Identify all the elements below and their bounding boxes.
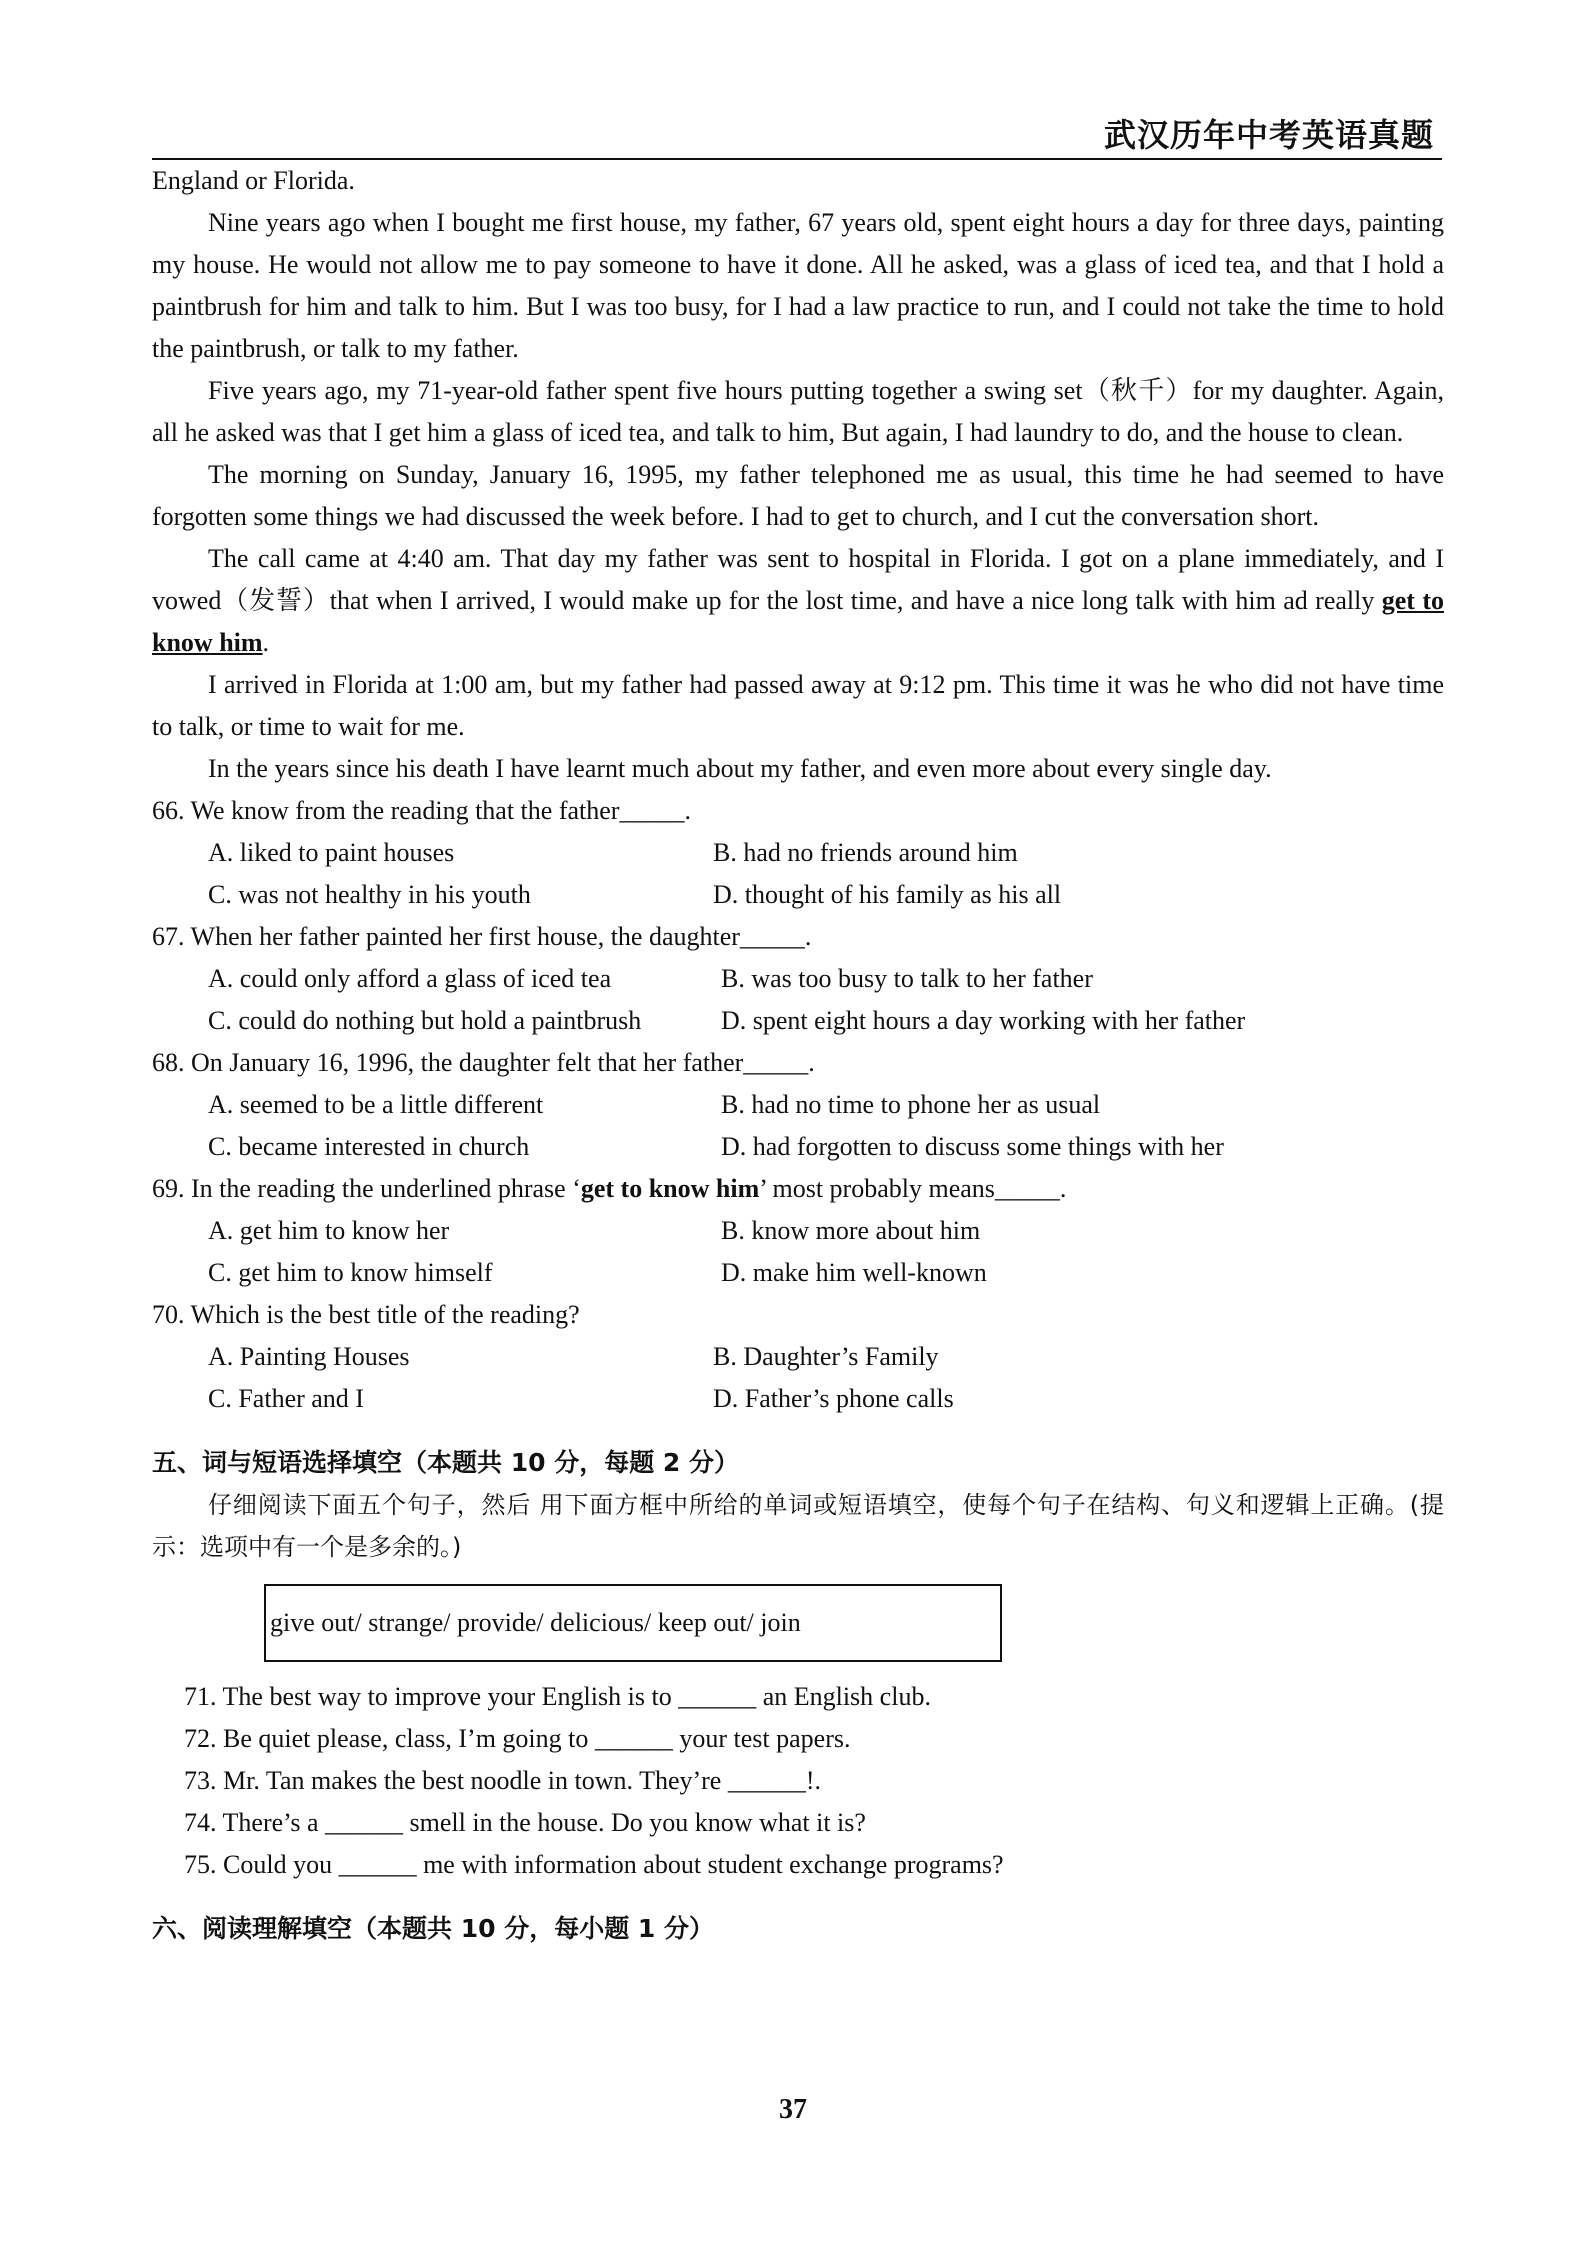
option-b: B. was too busy to talk to her father: [721, 964, 1093, 993]
spacer: [152, 1420, 1444, 1442]
passage-paragraph: [152, 538, 1444, 664]
option-row: [152, 1084, 1444, 1126]
option-row: [152, 1378, 1444, 1420]
option-b: B. know more about him: [721, 1216, 981, 1245]
option-c: C. Father and I: [208, 1384, 364, 1413]
option-row: [152, 958, 1444, 1000]
passage-paragraph: England or Florida.: [152, 166, 355, 195]
section-instruction: 仔细阅读下面五个句子，然后 用下面方框中所给的单词或短语填空，使每个句子在结构、句义和逻辑上正确。(提示：选项中有一个是多余的。): [152, 1491, 1444, 1561]
page-header: [152, 110, 1442, 160]
option-a: A. get him to know her: [208, 1216, 450, 1245]
question-stem: [152, 1168, 1444, 1210]
option-d: D. make him well-known: [721, 1258, 987, 1287]
option-b: B. had no time to phone her as usual: [721, 1090, 1101, 1119]
passage-paragraph: Five years ago, my 71-year-old father spent five hours putting together a swing set（秋千）for my daughter. Again, all he asked was that I get him a glass of iced tea, and talk to him, But again, I had laundry to do, and the house to clean.: [152, 376, 1444, 447]
option-d: D. had forgotten to discuss some things with her: [721, 1132, 1224, 1161]
underlined-phrase: get to know him: [152, 586, 1444, 657]
question-stem: 70. Which is the best title of the reading?: [152, 1300, 580, 1329]
option-row: [152, 1000, 1444, 1042]
question-text: ’ most probably means_____.: [759, 1174, 1067, 1203]
option-b: B. had no friends around him: [713, 838, 1018, 867]
option-c: C. was not healthy in his youth: [208, 880, 531, 909]
option-a: A. liked to paint houses: [208, 838, 455, 867]
fill-item: 72. Be quiet please, class, I’m going to ______ your test papers.: [184, 1724, 851, 1753]
option-b: B. Daughter’s Family: [713, 1342, 939, 1371]
spacer: [152, 1886, 1444, 1908]
option-row: [152, 1252, 1444, 1294]
page-content: [152, 160, 1444, 1950]
passage-text: .: [262, 628, 270, 657]
question-stem: 66. We know from the reading that the father_____.: [152, 796, 691, 825]
fill-item: 71. The best way to improve your English is to ______ an English club.: [184, 1682, 931, 1711]
bold-phrase: get to know him: [580, 1174, 760, 1203]
page-number: 37: [779, 2094, 807, 2125]
option-c: C. get him to know himself: [208, 1258, 493, 1287]
header-title: 武汉历年中考英语真题: [1103, 116, 1434, 154]
option-row: [152, 1210, 1444, 1252]
question-text: 69. In the reading the underlined phrase ‘: [152, 1174, 581, 1203]
passage-paragraph: I arrived in Florida at 1:00 am, but my father had passed away at 9:12 pm. This time it was he who did not have time to talk, or time to wait for me.: [152, 670, 1444, 741]
passage-paragraph: Nine years ago when I bought me first house, my father, 67 years old, spent eight hours a day for three days, painting my house. He would not allow me to pay someone to have it done. All he asked, was a glass of iced tea, and that I hold a paintbrush for him and talk to him. But I was too busy, for I had a law practice to run, and I could not take the time to hold the paintbrush, or talk to my father.: [152, 208, 1444, 363]
option-a: A. seemed to be a little different: [208, 1090, 544, 1119]
fill-item: 74. There’s a ______ smell in the house. Do you know what it is?: [184, 1808, 866, 1837]
option-d: D. spent eight hours a day working with her father: [721, 1006, 1246, 1035]
passage-paragraph: The morning on Sunday, January 16, 1995, my father telephoned me as usual, this time he had seemed to have forgotten some things we had discussed the week before. I had to get to church, and I cut the conversation short.: [152, 460, 1444, 531]
word-box: give out/ strange/ provide/ delicious/ keep out/ join: [264, 1584, 1002, 1662]
option-a: A. Painting Houses: [208, 1342, 410, 1371]
passage-text: The call came at 4:40 am. That day my father was sent to hospital in Florida. I got on a plane immediately, and I vowed（发誓）that when I arrived, I would make up for the lost time, and have a nice long talk with him ad really: [152, 544, 1444, 615]
question-stem: 67. When her father painted her first house, the daughter_____.: [152, 922, 812, 951]
section-title: 五、词与短语选择填空（本题共 10 分，每题 2 分）: [152, 1448, 740, 1477]
fill-item: 75. Could you ______ me with information about student exchange programs?: [184, 1850, 1004, 1879]
section-title: 六、阅读理解填空（本题共 10 分，每小题 1 分）: [152, 1914, 715, 1943]
option-d: D. Father’s phone calls: [713, 1384, 954, 1413]
option-row: [152, 832, 1444, 874]
option-a: A. could only afford a glass of iced tea: [208, 964, 612, 993]
passage-paragraph: In the years since his death I have learnt much about my father, and even more about every single day.: [208, 754, 1272, 783]
option-row: [152, 874, 1444, 916]
option-row: [152, 1336, 1444, 1378]
question-stem: 68. On January 16, 1996, the daughter felt that her father_____.: [152, 1048, 815, 1077]
option-c: C. could do nothing but hold a paintbrush: [208, 1006, 642, 1035]
option-c: C. became interested in church: [208, 1132, 530, 1161]
fill-item: 73. Mr. Tan makes the best noodle in town. They’re ______!.: [184, 1766, 821, 1795]
option-row: [152, 1126, 1444, 1168]
option-d: D. thought of his family as his all: [713, 880, 1062, 909]
